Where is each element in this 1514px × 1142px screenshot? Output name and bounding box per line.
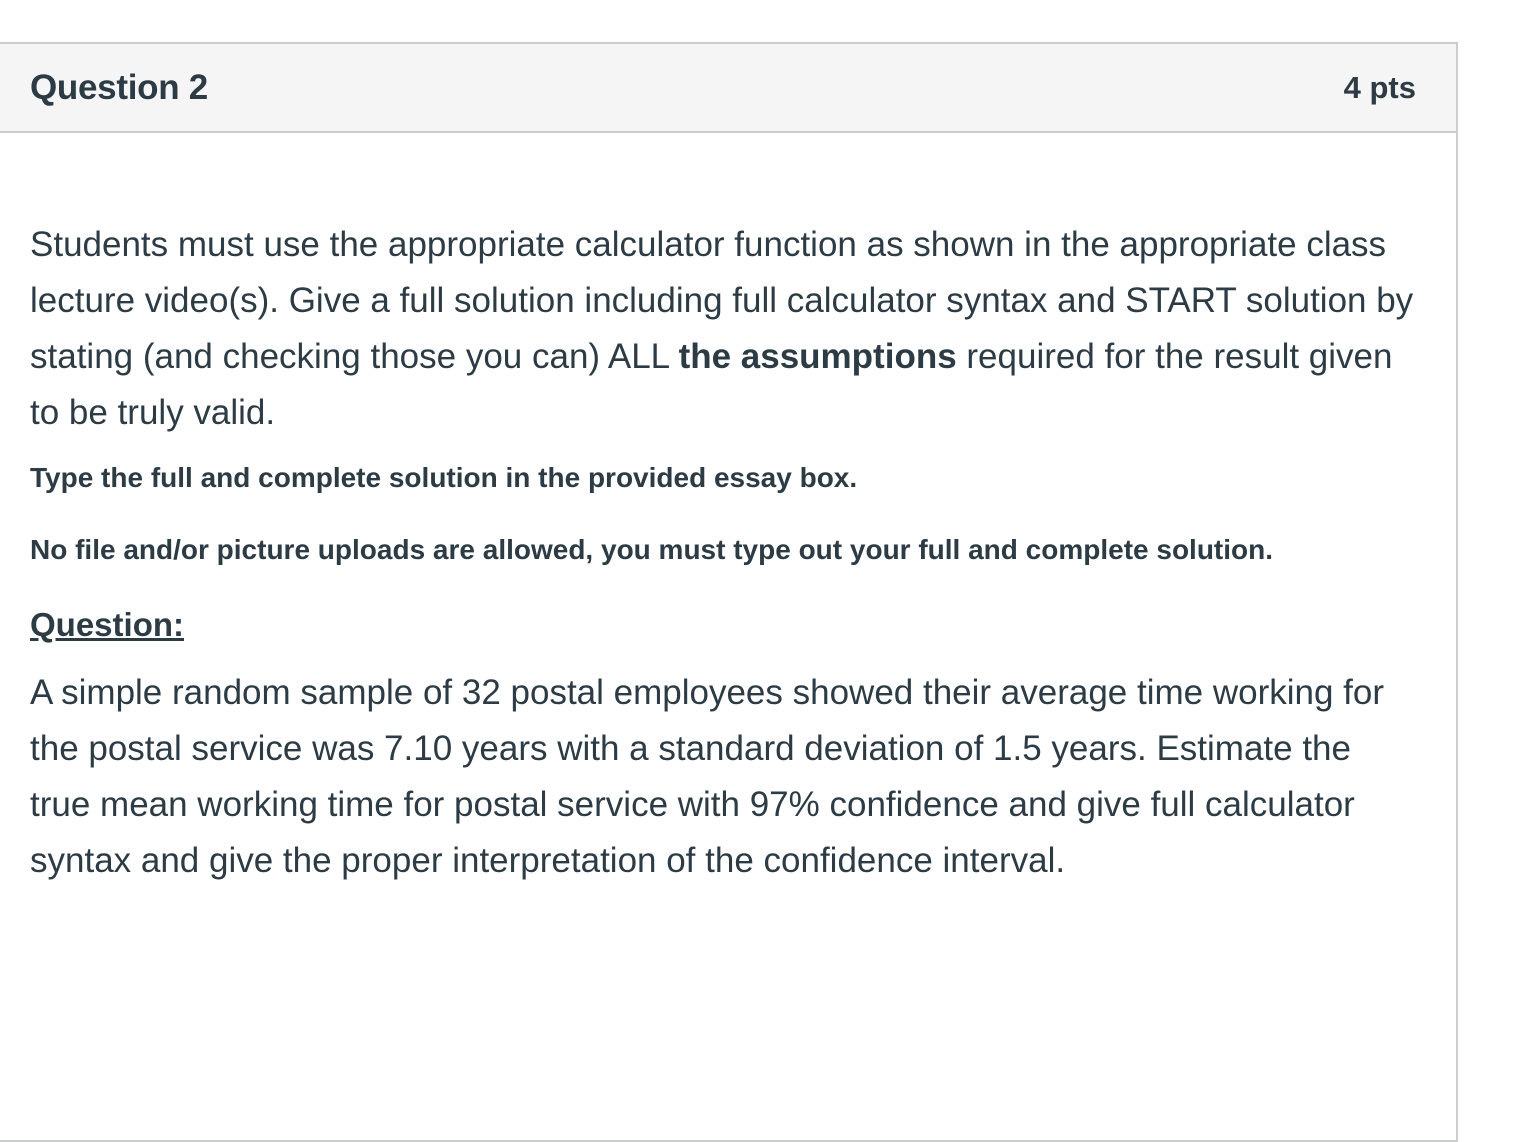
instructions-assumptions-emphasis: the assumptions: [678, 337, 957, 376]
question-title: Question 2: [30, 67, 208, 107]
no-uploads-notice: No file and/or picture uploads are allowed, you must type out your full and complete solution.: [30, 534, 1274, 565]
instructions-text-part1: Students must use the appropriate calculator function as shown in the appropriate class lecture video(s). Give a full solution including full calculator syntax and START solution by stating (and checking those you can) ALL: [30, 225, 1414, 376]
problem-heading: Question:: [30, 606, 184, 643]
type-solution-notice: Type the full and complete solution in the provided essay box.: [30, 462, 858, 493]
question-card: [0, 42, 1458, 1142]
problem-text: A simple random sample of 32 postal employees showed their average time working for the postal service was 7.10 years with a standard deviation of 1.5 years. Estimate the true mean working time for postal service with 97% confidence and give full calculator syntax and give the proper interpretation of the confidence interval.: [30, 673, 1385, 880]
instructions-text-part2: required for the result given to be truly valid.: [30, 337, 1393, 432]
question-body: [0, 133, 1456, 889]
instructions-paragraph: [30, 217, 1416, 441]
question-header: [0, 44, 1456, 133]
question-points: 4 pts: [1343, 69, 1416, 105]
